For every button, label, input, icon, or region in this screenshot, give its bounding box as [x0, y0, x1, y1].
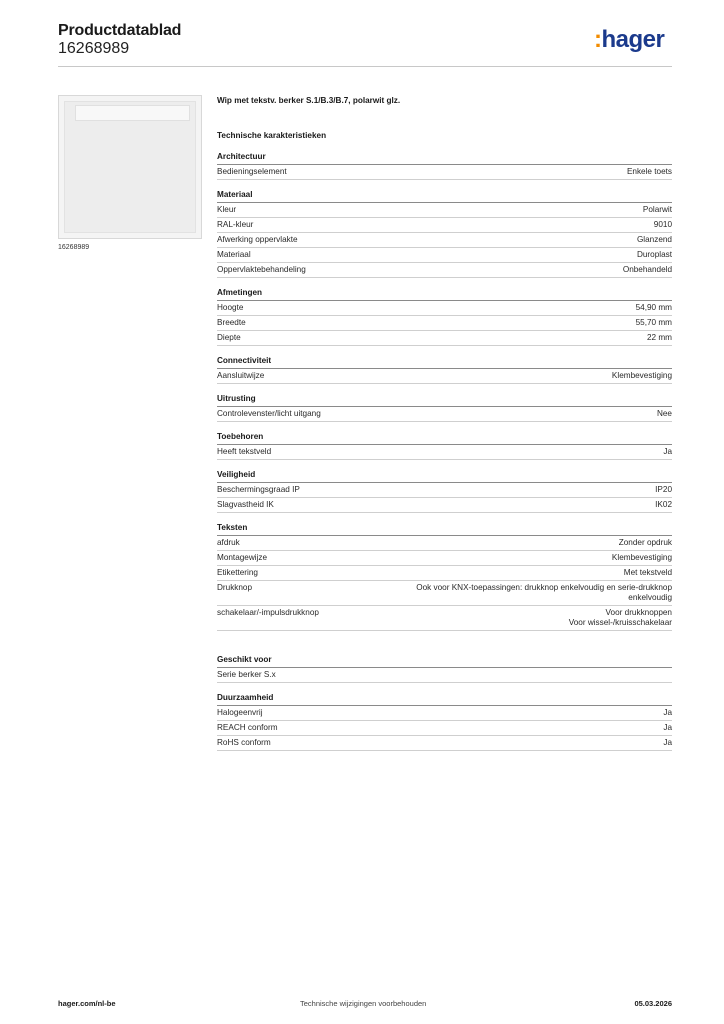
section-heading: Teksten — [217, 523, 672, 536]
section-heading: Duurzaamheid — [217, 693, 672, 706]
spec-label: schakelaar/-impulsdrukknop — [217, 608, 319, 617]
footer-disclaimer: Technische wijzigingen voorbehouden — [300, 999, 427, 1008]
spec-section — [217, 470, 672, 513]
spec-row — [217, 301, 672, 316]
spec-value: Voor drukknoppen Voor wissel-/kruisschakelaar — [568, 608, 672, 627]
spec-value: Ja — [663, 447, 672, 456]
spec-label: Controlevenster/licht uitgang — [217, 409, 321, 418]
section-heading: Architectuur — [217, 152, 672, 165]
spec-label: Serie berker S.x — [217, 670, 276, 679]
spec-row — [217, 165, 672, 180]
spec-value: Klembevestiging — [611, 553, 672, 562]
spec-value: Glanzend — [636, 235, 672, 244]
section-heading: Geschikt voor — [217, 655, 672, 668]
spec-label: Hoogte — [217, 303, 244, 312]
spec-section — [217, 655, 672, 683]
spec-label: Slagvastheid IK — [217, 500, 274, 509]
product-title: Wip met tekstv. berker S.1/B.3/B.7, polarwit glz. — [217, 96, 401, 105]
hager-logo: :hager — [594, 26, 665, 53]
spec-label: Oppervlaktebehandeling — [217, 265, 306, 274]
spec-row — [217, 566, 672, 581]
spec-label: Bedieningselement — [217, 167, 287, 176]
spec-row — [217, 736, 672, 751]
section-heading: Connectiviteit — [217, 356, 672, 369]
spec-value: 9010 — [653, 220, 672, 229]
spec-label: Beschermingsgraad IP — [217, 485, 300, 494]
spec-value: Polarwit — [642, 205, 672, 214]
spec-row — [217, 483, 672, 498]
spec-label: Montagewijze — [217, 553, 268, 562]
spec-row — [217, 316, 672, 331]
tech-heading: Technische karakteristieken — [217, 131, 327, 140]
spec-value: Onbehandeld — [622, 265, 672, 274]
spec-content — [217, 96, 672, 761]
spec-value: Klembevestiging — [611, 371, 672, 380]
spec-label: Halogeenvrij — [217, 708, 263, 717]
spec-row — [217, 233, 672, 248]
spec-label: RAL-kleur — [217, 220, 254, 229]
spec-label: RoHS conform — [217, 738, 271, 747]
spec-value: Duroplast — [636, 250, 672, 259]
header-divider — [58, 66, 672, 67]
section-heading: Afmetingen — [217, 288, 672, 301]
spec-label: REACH conform — [217, 723, 278, 732]
product-image — [58, 95, 202, 239]
spec-row — [217, 706, 672, 721]
spec-row — [217, 668, 672, 683]
spec-sections — [217, 152, 672, 751]
spec-label: Drukknop — [217, 583, 253, 592]
spec-row — [217, 331, 672, 346]
spec-section — [217, 356, 672, 384]
spec-value: Ja — [663, 723, 672, 732]
spec-section — [217, 152, 672, 180]
spec-value: 22 mm — [646, 333, 672, 342]
spec-value: 54,90 mm — [635, 303, 672, 312]
spec-section — [217, 432, 672, 460]
spec-value: IP20 — [655, 485, 672, 494]
spec-row — [217, 498, 672, 513]
spec-row — [217, 581, 672, 606]
spec-row — [217, 407, 672, 422]
spec-value: Nee — [656, 409, 672, 418]
spec-section — [217, 693, 672, 751]
spec-row — [217, 203, 672, 218]
spec-label: Diepte — [217, 333, 241, 342]
spec-label: Kleur — [217, 205, 237, 214]
section-heading: Materiaal — [217, 190, 672, 203]
spec-row — [217, 536, 672, 551]
spec-value: Ja — [663, 708, 672, 717]
footer-website[interactable]: hager.com/nl-be — [58, 999, 116, 1008]
spec-section — [217, 288, 672, 346]
spec-row — [217, 445, 672, 460]
spec-value: Ook voor KNX-toepassingen: drukknop enkelvoudig en serie-drukknop enkelvoudig — [416, 583, 672, 602]
spec-label: Aansluitwijze — [217, 371, 265, 380]
spec-value: Met tekstveld — [623, 568, 672, 577]
spec-label: Materiaal — [217, 250, 251, 259]
page-title: Productdatablad — [58, 22, 182, 39]
spec-value: IK02 — [655, 500, 672, 509]
spec-value: Zonder opdruk — [618, 538, 672, 547]
section-heading: Toebehoren — [217, 432, 672, 445]
spec-row — [217, 721, 672, 736]
spec-label: Breedte — [217, 318, 246, 327]
spec-label: Heeft tekstveld — [217, 447, 272, 456]
section-heading: Veiligheid — [217, 470, 672, 483]
footer-date: 05.03.2026 — [634, 999, 672, 1008]
spec-section — [217, 394, 672, 422]
spec-value: Enkele toets — [626, 167, 672, 176]
image-caption: 16268989 — [58, 244, 90, 251]
spec-row — [217, 263, 672, 278]
spec-value: 55,70 mm — [635, 318, 672, 327]
spec-row — [217, 369, 672, 384]
document-number: 16268989 — [58, 40, 130, 57]
spec-row — [217, 606, 672, 631]
spec-label: Etikettering — [217, 568, 258, 577]
spec-row — [217, 248, 672, 263]
spec-section — [217, 190, 672, 278]
spec-label: Afwerking oppervlakte — [217, 235, 298, 244]
spec-value: Ja — [663, 738, 672, 747]
spec-label: afdruk — [217, 538, 240, 547]
spec-row — [217, 551, 672, 566]
spec-row — [217, 218, 672, 233]
text-field-strip — [75, 105, 190, 121]
section-heading: Uitrusting — [217, 394, 672, 407]
switch-plate — [64, 101, 196, 233]
spec-section — [217, 523, 672, 631]
